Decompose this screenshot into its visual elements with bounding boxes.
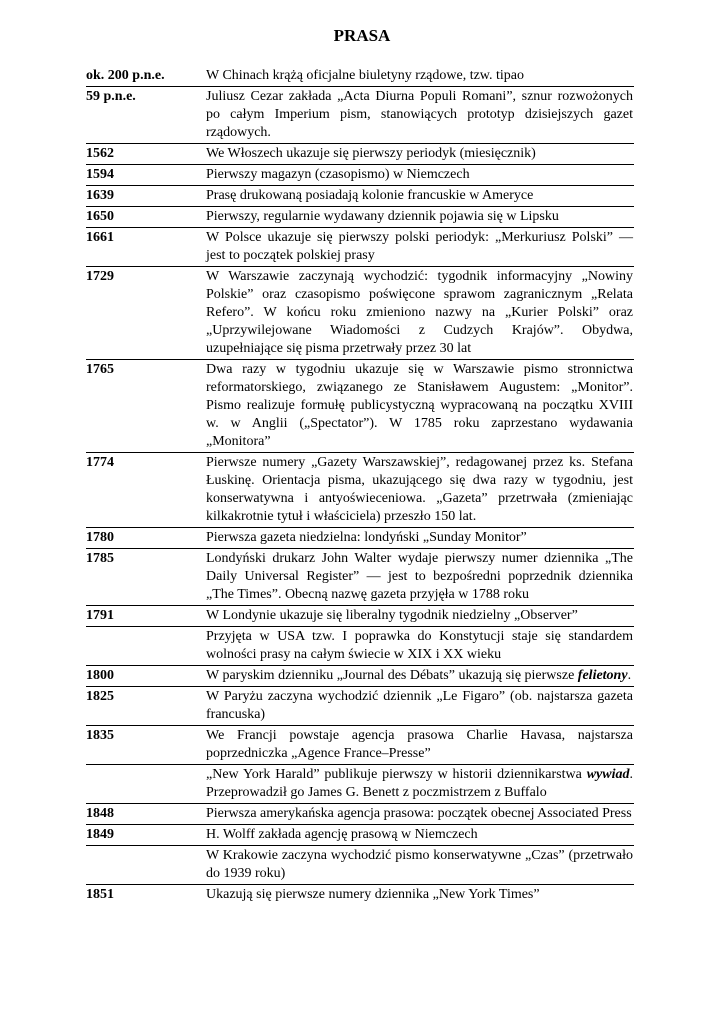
row-description: Pierwszy, regularnie wydawany dziennik pojawia się w Lipsku	[206, 209, 559, 224]
timeline-row	[86, 266, 634, 359]
row-description: Pierwsze numery „Gazety Warszawskiej”, redagowanej przez ks. Stefana Łuskinę. Orientacja pisma, ukazującego się dwa razy w tygodniu, jest konserwatywna i antyoświeceniowa. „Gazeta” przetrwała (zmieniając kilkakrotnie tytuł i właściciela) przeszło 150 lat.	[206, 455, 633, 524]
row-year: 1774	[86, 455, 114, 470]
row-year: 1650	[86, 209, 114, 224]
row-year: 1791	[86, 608, 114, 623]
row-year	[86, 627, 206, 665]
row-text: W paryskim dzienniku „Journal des Débats” ukazują się pierwsze	[206, 668, 578, 683]
row-description: W Warszawie zaczynają wychodzić: tygodnik informacyjny „Nowiny Polskie” oraz czasopismo poświęcone sprawom zagranicznym „Relata Refero”. W końcu roku zmieniono nazwy na „Kurier Polski” oraz „Uprzywilejowane Wiadomości z Cudzych Krajów”. Obydwa, uzupełniające się pisma przetrwały przez 30 lat	[206, 269, 633, 356]
timeline-row	[86, 66, 634, 86]
row-description: H. Wolff zakłada agencję prasową w Niemczech	[206, 827, 478, 842]
row-year: 1785	[86, 551, 114, 566]
row-description: Dwa razy w tygodniu ukazuje się w Warszawie pismo stronnictwa reformatorskiego, związanego ze Stanisławem Augustem: „Monitor”. Pismo realizuje formułę publicystyczną wypracowaną na początku XVIII w. w Anglii („Spectator”). W 1785 roku zaprzestano wydawania „Monitora”	[206, 362, 633, 449]
row-year: 1825	[86, 689, 114, 704]
row-year	[86, 765, 206, 803]
row-year: 1594	[86, 167, 114, 182]
row-description: Pierwszy magazyn (czasopismo) w Niemczech	[206, 167, 470, 182]
timeline-row	[86, 164, 634, 185]
row-year: 1765	[86, 362, 114, 377]
timeline-row	[86, 686, 634, 725]
row-description: Prasę drukowaną posiadają kolonie francuskie w Ameryce	[206, 188, 534, 203]
row-year: 1848	[86, 806, 114, 821]
timeline-row	[86, 884, 634, 905]
row-text: . Przeprowadził go James G. Benett z poczmistrzem z Buffalo	[206, 767, 633, 800]
timeline-row	[86, 548, 634, 605]
row-description: W Paryżu zaczyna wychodzić dziennik „Le Figaro” (ob. najstarsza gazeta francuska)	[206, 689, 633, 722]
row-emphasis: wywiad	[586, 767, 630, 782]
timeline-row	[86, 359, 634, 452]
timeline-row	[86, 626, 634, 665]
timeline-row	[86, 527, 634, 548]
timeline-row	[86, 845, 634, 884]
row-year: 1849	[86, 827, 114, 842]
row-description: W Polsce ukazuje się pierwszy polski periodyk: „Merkuriusz Polski” — jest to początek polskiej prasy	[206, 230, 633, 263]
row-text: „New York Harald” publikuje pierwszy w historii dziennikarstwa	[206, 767, 587, 782]
timeline-row	[86, 824, 634, 845]
row-year: 1780	[86, 530, 114, 545]
timeline-row	[86, 605, 634, 626]
row-description: Przyjęta w USA tzw. I poprawka do Konstytucji staje się standardem wolności prasy na całym świecie w XIX i XX wieku	[206, 629, 633, 662]
timeline-row	[86, 452, 634, 527]
row-emphasis: felietony	[577, 668, 628, 683]
row-year: 1729	[86, 269, 114, 284]
timeline-row	[86, 725, 634, 764]
page-title: PRASA	[333, 26, 391, 45]
row-description: W Krakowie zaczyna wychodzić pismo konserwatywne „Czas” (przetrwało do 1939 roku)	[206, 848, 633, 881]
timeline-row	[86, 764, 634, 803]
timeline-row	[86, 206, 634, 227]
timeline-row	[86, 803, 634, 824]
row-year	[86, 846, 206, 884]
row-description: W Londynie ukazuje się liberalny tygodnik niedzielny „Observer”	[206, 608, 578, 623]
timeline-row	[86, 143, 634, 164]
row-description	[206, 765, 633, 803]
timeline-table	[86, 66, 634, 905]
row-year: 1835	[86, 728, 114, 743]
row-year: 1851	[86, 887, 114, 902]
row-year: 59 p.n.e.	[86, 89, 136, 104]
row-description: Londyński drukarz John Walter wydaje pierwszy numer dziennika „The Daily Universal Register” — jest to bezpośredni poprzednik dziennika „The Times”. Obecną nazwę gazeta przyjęła w 1788 roku	[206, 551, 633, 602]
row-year: 1800	[86, 668, 114, 683]
row-year: 1661	[86, 230, 114, 245]
row-year: 1639	[86, 188, 114, 203]
row-description: We Francji powstaje agencja prasowa Charlie Havasa, najstarsza poprzedniczka „Agence France–Presse”	[206, 728, 633, 761]
timeline-row	[86, 227, 634, 266]
timeline-row	[86, 665, 634, 686]
row-description: W Chinach krążą oficjalne biuletyny rządowe, tzw. tipao	[206, 68, 524, 83]
row-year: ok. 200 p.n.e.	[86, 68, 165, 83]
row-description: Juliusz Cezar zakłada „Acta Diurna Populi Romani”, sznur rozwożonych po całym Imperium pism, stanowiących prototyp dzisiejszych gazet rządowych.	[206, 89, 633, 140]
timeline-row	[86, 86, 634, 143]
row-description: Pierwsza gazeta niedzielna: londyński „Sunday Monitor”	[206, 530, 527, 545]
timeline-row	[86, 185, 634, 206]
row-description: Ukazują się pierwsze numery dziennika „New York Times”	[206, 887, 540, 902]
row-text: .	[627, 668, 632, 683]
row-description: We Włoszech ukazuje się pierwszy periodyk (miesięcznik)	[206, 146, 536, 161]
row-description	[206, 666, 633, 686]
row-description: Pierwsza amerykańska agencja prasowa: początek obecnej Associated Press	[206, 806, 632, 821]
row-year: 1562	[86, 146, 114, 161]
